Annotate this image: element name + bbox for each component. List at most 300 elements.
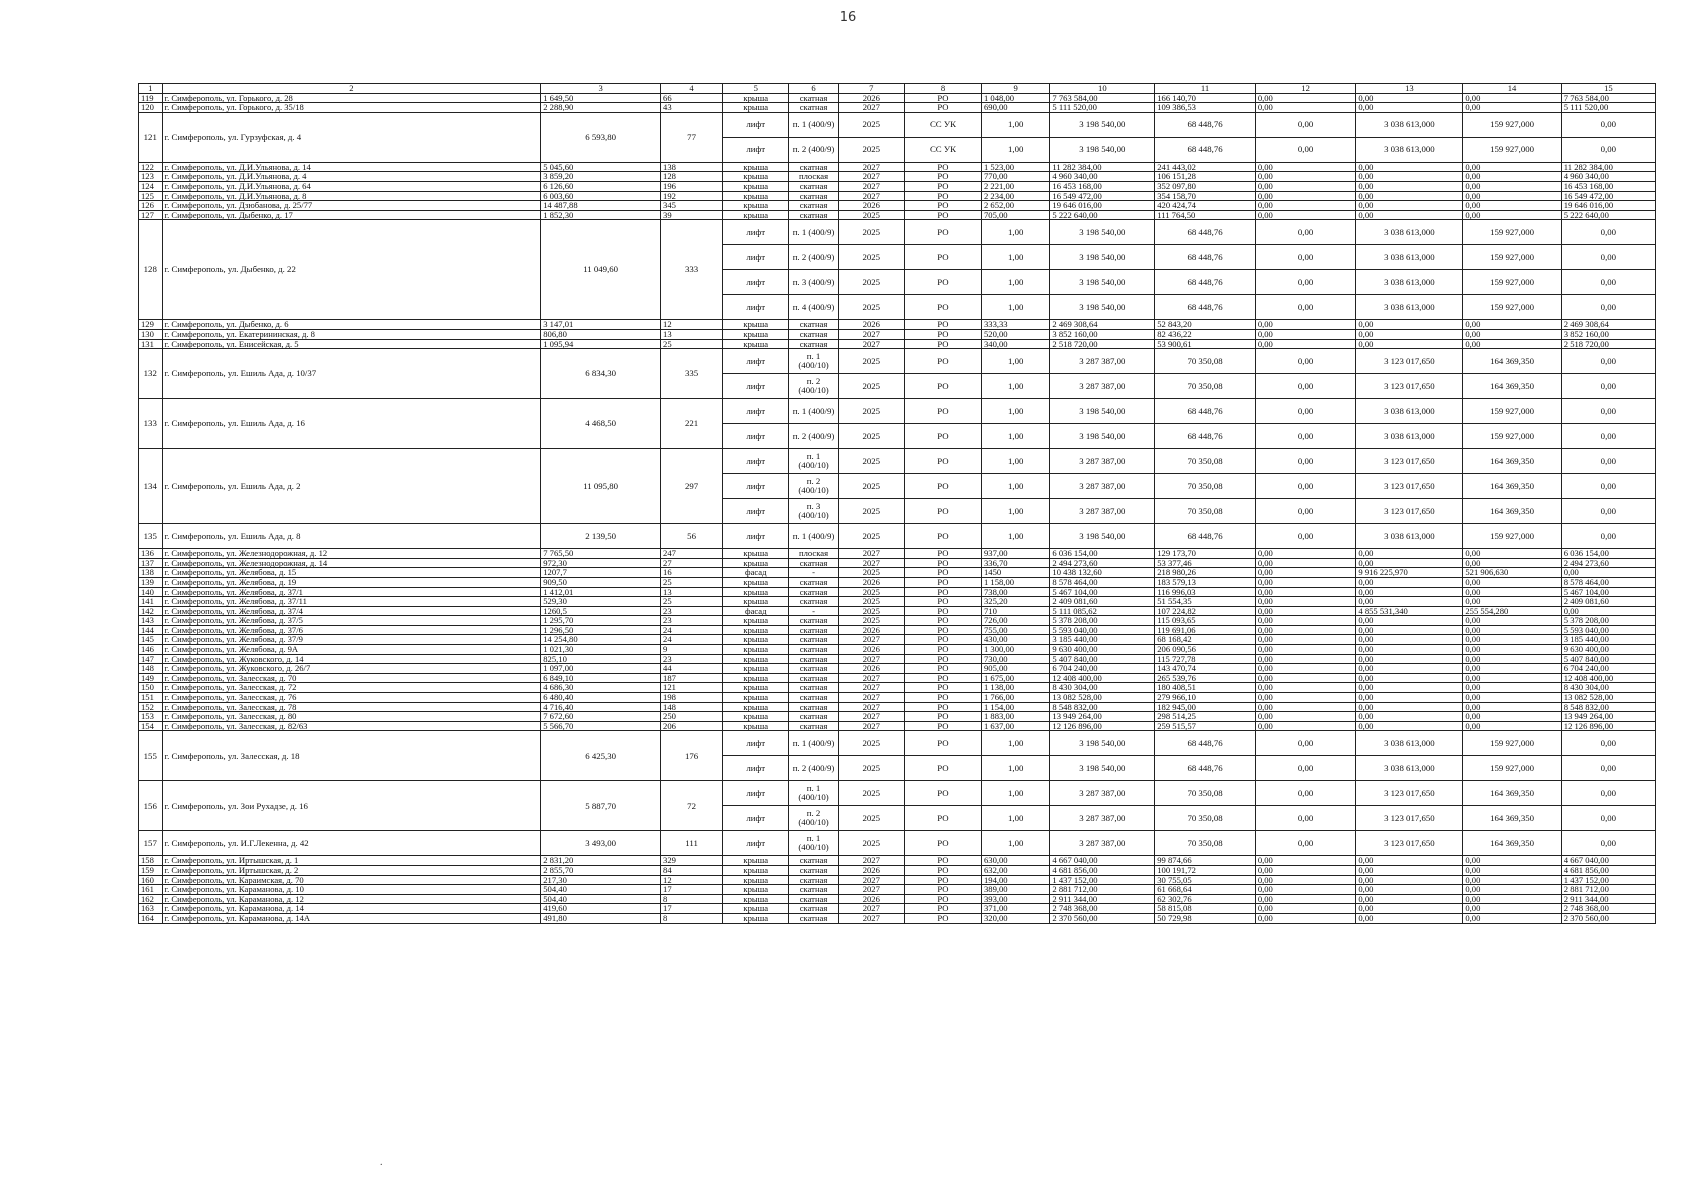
table-cell: 2025 — [838, 112, 904, 137]
table-cell: 159 — [139, 866, 163, 876]
table-cell: РО — [904, 913, 981, 923]
table-cell: 2025 — [838, 597, 904, 607]
header-cell: 3 — [541, 84, 661, 94]
table-cell: РО — [904, 245, 981, 270]
table-cell: 2026 — [838, 320, 904, 330]
table-cell: 2026 — [838, 866, 904, 876]
table-cell: 352 097,80 — [1155, 181, 1256, 191]
table-cell: 4 468,50 — [541, 399, 661, 449]
table-cell: 68 448,76 — [1155, 295, 1256, 320]
table-cell: г. Симферополь, ул. Д.И.Ульянова, д. 4 — [162, 172, 541, 182]
table-cell: 2027 — [838, 875, 904, 885]
table-cell: 3 287 387,00 — [1050, 781, 1155, 806]
table-cell: 68 448,76 — [1155, 112, 1256, 137]
table-cell: 3 038 613,000 — [1356, 220, 1463, 245]
table-cell: 0,00 — [1255, 191, 1356, 201]
table-cell: 0,00 — [1561, 606, 1655, 616]
table-cell: 109 386,53 — [1155, 103, 1256, 113]
table-cell: 2027 — [838, 693, 904, 703]
table-cell: 3 038 613,000 — [1356, 524, 1463, 549]
table-cell: 0,00 — [1463, 712, 1561, 722]
table-cell: 68 448,76 — [1155, 424, 1256, 449]
table-cell: 8 — [661, 894, 723, 904]
table-cell: 2 469 308,64 — [1561, 320, 1655, 330]
table-cell: 2027 — [838, 654, 904, 664]
table-cell: 726,00 — [981, 616, 1049, 626]
table-cell: п. 2 (400/10) — [789, 806, 838, 831]
table-cell: РО — [904, 103, 981, 113]
table-cell: 206 090,56 — [1155, 645, 1256, 655]
table-cell: 218 980,26 — [1155, 568, 1256, 578]
table-cell: г. Симферополь, ул. Горького, д. 28 — [162, 93, 541, 103]
table-cell: 6 036 154,00 — [1050, 549, 1155, 559]
table-cell: 2027 — [838, 712, 904, 722]
table-cell: 0,00 — [1356, 172, 1463, 182]
table-cell: 3 038 613,000 — [1356, 756, 1463, 781]
table-cell: 12 126 896,00 — [1050, 721, 1155, 731]
table-cell: г. Симферополь, ул. Желябова, д. 37/1 — [162, 587, 541, 597]
table-cell: 1 766,00 — [981, 693, 1049, 703]
table-cell: 0,00 — [1356, 181, 1463, 191]
table-cell: 0,00 — [1255, 568, 1356, 578]
table-cell: лифт — [723, 806, 789, 831]
table-cell: 2027 — [838, 558, 904, 568]
header-cell: 12 — [1255, 84, 1356, 94]
table-cell: крыша — [723, 172, 789, 182]
table-cell: п. 4 (400/9) — [789, 295, 838, 320]
table-cell: крыша — [723, 913, 789, 923]
table-cell: 122 — [139, 162, 163, 172]
table-cell: 0,00 — [1255, 664, 1356, 674]
table-cell: 1 437 152,00 — [1561, 875, 1655, 885]
table-row — [139, 645, 1656, 655]
table-cell: 0,00 — [1356, 673, 1463, 683]
table-cell: 0,00 — [1255, 693, 1356, 703]
table-cell: 8 548 832,00 — [1561, 702, 1655, 712]
table-cell: г. Симферополь, ул. Ешиль Ада, д. 2 — [162, 449, 541, 524]
table-cell: 11 095,80 — [541, 449, 661, 524]
table-cell: лифт — [723, 474, 789, 499]
table-cell: 3 287 387,00 — [1050, 499, 1155, 524]
table-cell: 4 960 340,00 — [1561, 172, 1655, 182]
table-cell: 3 198 540,00 — [1050, 524, 1155, 549]
table-cell: г. Симферополь, ул. Екатерининская, д. 8 — [162, 329, 541, 339]
table-cell: 2027 — [838, 856, 904, 866]
table-cell: 2025 — [838, 781, 904, 806]
table-cell: 135 — [139, 524, 163, 549]
table-cell: 1 048,00 — [981, 93, 1049, 103]
table-cell: 53 377,46 — [1155, 558, 1256, 568]
table-cell: скатная — [789, 885, 838, 895]
table-cell: 0,00 — [1356, 721, 1463, 731]
table-cell: 0,00 — [1255, 625, 1356, 635]
table-cell: 340,00 — [981, 339, 1049, 349]
table-cell: лифт — [723, 137, 789, 162]
table-cell: 2026 — [838, 664, 904, 674]
table-cell: 0,00 — [1255, 245, 1356, 270]
table-cell: 0,00 — [1255, 210, 1356, 220]
table-cell: г. Симферополь, ул. Зои Рухадзе, д. 16 — [162, 781, 541, 831]
table-cell: 0,00 — [1356, 577, 1463, 587]
table-cell: 14 487,88 — [541, 201, 661, 211]
table-cell: 2 518 720,00 — [1050, 339, 1155, 349]
table-cell: лифт — [723, 449, 789, 474]
table-cell: г. Симферополь, ул. Д.И.Ульянова, д. 14 — [162, 162, 541, 172]
table-cell: г. Симферополь, ул. Залесская, д. 72 — [162, 683, 541, 693]
table-cell: 1,00 — [981, 270, 1049, 295]
table-cell: 2 370 560,00 — [1050, 913, 1155, 923]
table-cell: 0,00 — [1463, 693, 1561, 703]
table-cell: 430,00 — [981, 635, 1049, 645]
table-cell: 16 — [661, 568, 723, 578]
table-cell: 159 927,000 — [1463, 270, 1561, 295]
table-cell: г. Симферополь, ул. Иртышская, д. 1 — [162, 856, 541, 866]
table-cell: 2025 — [838, 568, 904, 578]
table-cell: 0,00 — [1255, 781, 1356, 806]
table-cell: 129 — [139, 320, 163, 330]
table-cell: РО — [904, 673, 981, 683]
table-cell: г. Симферополь, ул. Дзюбанова, д. 25/77 — [162, 201, 541, 211]
table-cell: 333 — [661, 220, 723, 320]
table-cell: крыша — [723, 181, 789, 191]
table-cell: г. Симферополь, ул. Желябова, д. 37/9 — [162, 635, 541, 645]
table-cell: 0,00 — [1255, 181, 1356, 191]
table-cell: 3 123 017,650 — [1356, 474, 1463, 499]
table-cell: 0,00 — [1255, 499, 1356, 524]
table-cell: г. Симферополь, ул. Залесская, д. 18 — [162, 731, 541, 781]
table-cell: 164 369,350 — [1463, 499, 1561, 524]
table-cell: г. Симферополь, ул. И.Г.Лекенна, д. 42 — [162, 831, 541, 856]
table-cell: 68 448,76 — [1155, 220, 1256, 245]
table-cell: 16 549 472,00 — [1561, 191, 1655, 201]
table-cell: крыша — [723, 339, 789, 349]
header-cell: 2 — [162, 84, 541, 94]
table-cell: г. Симферополь, ул. Залесская, д. 76 — [162, 693, 541, 703]
table-cell: 2025 — [838, 295, 904, 320]
table-cell: 196 — [661, 181, 723, 191]
table-cell: плоская — [789, 172, 838, 182]
table-cell: 82 436,22 — [1155, 329, 1256, 339]
table-cell: лифт — [723, 831, 789, 856]
table-cell: 0,00 — [1255, 856, 1356, 866]
table-cell: РО — [904, 549, 981, 559]
table-cell: г. Симферополь, ул. Залесская, д. 78 — [162, 702, 541, 712]
header-cell: 11 — [1155, 84, 1256, 94]
table-cell: РО — [904, 587, 981, 597]
table-cell: 6 126,60 — [541, 181, 661, 191]
table-cell: 1,00 — [981, 449, 1049, 474]
table-cell: 0,00 — [1356, 616, 1463, 626]
table-cell: 937,00 — [981, 549, 1049, 559]
table-cell: г. Симферополь, ул. Д.И.Ульянова, д. 8 — [162, 191, 541, 201]
table-cell: г. Симферополь, ул. Дыбенко, д. 6 — [162, 320, 541, 330]
table-cell: 1,00 — [981, 295, 1049, 320]
table-cell: крыша — [723, 673, 789, 683]
table-cell: 70 350,08 — [1155, 349, 1256, 374]
table-cell: скатная — [789, 866, 838, 876]
table-cell: 279 966,10 — [1155, 693, 1256, 703]
table-cell: 0,00 — [1463, 587, 1561, 597]
table-cell: лифт — [723, 399, 789, 424]
table-cell: 0,00 — [1463, 201, 1561, 211]
table-cell: 504,40 — [541, 894, 661, 904]
table-cell: крыша — [723, 597, 789, 607]
table-cell: 4 681 856,00 — [1561, 866, 1655, 876]
table-cell: 2027 — [838, 162, 904, 172]
table-row — [139, 568, 1656, 578]
table-cell: 14 254,80 — [541, 635, 661, 645]
table-cell: 1,00 — [981, 424, 1049, 449]
table-cell: 43 — [661, 103, 723, 113]
table-cell: 217,30 — [541, 875, 661, 885]
table-cell: крыша — [723, 885, 789, 895]
table-cell: 1,00 — [981, 474, 1049, 499]
table-cell: скатная — [789, 654, 838, 664]
table-cell: РО — [904, 806, 981, 831]
table-cell: 11 282 384,00 — [1561, 162, 1655, 172]
table-cell: 2 881 712,00 — [1050, 885, 1155, 895]
table-cell: 0,00 — [1463, 913, 1561, 923]
table-cell: 2 288,90 — [541, 103, 661, 113]
table-cell: 6 834,30 — [541, 349, 661, 399]
table-cell: 24 — [661, 625, 723, 635]
table-cell: 2025 — [838, 137, 904, 162]
table-cell: крыша — [723, 320, 789, 330]
table-cell: 0,00 — [1356, 856, 1463, 866]
table-cell: 9 630 400,00 — [1561, 645, 1655, 655]
table-cell: п. 2 (400/9) — [789, 756, 838, 781]
table-cell: 0,00 — [1255, 558, 1356, 568]
table-cell: скатная — [789, 577, 838, 587]
table-cell: 134 — [139, 449, 163, 524]
table-cell: РО — [904, 568, 981, 578]
table-cell: 12 408 400,00 — [1561, 673, 1655, 683]
table-cell: 1 852,30 — [541, 210, 661, 220]
table-cell: 2 652,00 — [981, 201, 1049, 211]
table-cell: 127 — [139, 210, 163, 220]
table-cell: 0,00 — [1463, 894, 1561, 904]
table-cell: 2027 — [838, 329, 904, 339]
table-cell: лифт — [723, 245, 789, 270]
table-cell: г. Симферополь, ул. Ешиль Ада, д. 8 — [162, 524, 541, 549]
table-cell: РО — [904, 162, 981, 172]
table-cell: 160 — [139, 875, 163, 885]
table-cell: 2027 — [838, 904, 904, 914]
table-cell: 0,00 — [1356, 597, 1463, 607]
table-cell: крыша — [723, 577, 789, 587]
table-cell: крыша — [723, 683, 789, 693]
table-cell: лифт — [723, 295, 789, 320]
table-cell: 164 369,350 — [1463, 831, 1561, 856]
table-cell: 157 — [139, 831, 163, 856]
table-cell: 0,00 — [1255, 329, 1356, 339]
table-cell: 143 470,74 — [1155, 664, 1256, 674]
table-cell: 0,00 — [1255, 201, 1356, 211]
table-cell: п. 3 (400/9) — [789, 270, 838, 295]
table-cell: 2 409 081,60 — [1050, 597, 1155, 607]
table-cell: 0,00 — [1463, 866, 1561, 876]
table-cell: г. Симферополь, ул. Караманова, д. 12 — [162, 894, 541, 904]
table-cell: 70 350,08 — [1155, 831, 1256, 856]
table-cell: 159 927,000 — [1463, 245, 1561, 270]
table-cell: 0,00 — [1255, 399, 1356, 424]
table-row — [139, 781, 1656, 806]
table-cell: 0,00 — [1255, 913, 1356, 923]
table-cell: РО — [904, 474, 981, 499]
table-cell: скатная — [789, 162, 838, 172]
table-cell: п. 1 (400/9) — [789, 731, 838, 756]
table-cell: 2 139,50 — [541, 524, 661, 549]
table-cell: крыша — [723, 664, 789, 674]
table-cell: 1 523,00 — [981, 162, 1049, 172]
table-cell: 2025 — [838, 499, 904, 524]
table-cell: 3 198 540,00 — [1050, 295, 1155, 320]
table-cell: 3 198 540,00 — [1050, 731, 1155, 756]
table-cell: 139 — [139, 577, 163, 587]
table-cell: 206 — [661, 721, 723, 731]
table-cell: 0,00 — [1356, 329, 1463, 339]
table-row — [139, 220, 1656, 245]
table-cell: 255 554,280 — [1463, 606, 1561, 616]
table-cell: 247 — [661, 549, 723, 559]
table-cell: 141 — [139, 597, 163, 607]
table-cell: 2 370 560,00 — [1561, 913, 1655, 923]
table-cell: 13 082 528,00 — [1561, 693, 1655, 703]
table-cell: г. Симферополь, ул. Желябова, д. 37/4 — [162, 606, 541, 616]
table-cell: 0,00 — [1255, 875, 1356, 885]
table-cell: 0,00 — [1463, 172, 1561, 182]
table-cell: 320,00 — [981, 913, 1049, 923]
table-cell: 4 681 856,00 — [1050, 866, 1155, 876]
table-cell: п. 1 (400/9) — [789, 399, 838, 424]
table-cell: 138 — [139, 568, 163, 578]
table-cell: крыша — [723, 712, 789, 722]
table-cell: 6 704 240,00 — [1561, 664, 1655, 674]
table-cell: 0,00 — [1356, 875, 1463, 885]
table-cell: 176 — [661, 731, 723, 781]
table-cell: крыша — [723, 162, 789, 172]
table-cell: 0,00 — [1463, 320, 1561, 330]
table-cell: 5 111 520,00 — [1561, 103, 1655, 113]
table-cell: 0,00 — [1356, 201, 1463, 211]
table-cell: 0,00 — [1463, 181, 1561, 191]
table-cell: 23 — [661, 606, 723, 616]
table-cell: г. Симферополь, ул. Жуковского, д. 14 — [162, 654, 541, 664]
table-cell: РО — [904, 693, 981, 703]
table-cell: 1 138,00 — [981, 683, 1049, 693]
table-cell: 145 — [139, 635, 163, 645]
table-cell: 0,00 — [1561, 474, 1655, 499]
table-cell: 6 849,10 — [541, 673, 661, 683]
table-cell: г. Симферополь, ул. Желябова, д. 15 — [162, 568, 541, 578]
table-cell: РО — [904, 721, 981, 731]
table-cell: 6 036 154,00 — [1561, 549, 1655, 559]
table-cell: 3 287 387,00 — [1050, 806, 1155, 831]
footer-mark: . — [380, 1157, 383, 1168]
table-cell: 3 038 613,000 — [1356, 424, 1463, 449]
table-cell: крыша — [723, 587, 789, 597]
table-cell: 111 — [661, 831, 723, 856]
table-cell: крыша — [723, 693, 789, 703]
table-cell: 2 748 368,00 — [1561, 904, 1655, 914]
table-row — [139, 606, 1656, 616]
table-cell: 1,00 — [981, 731, 1049, 756]
table-cell: 1 649,50 — [541, 93, 661, 103]
table-row — [139, 693, 1656, 703]
table-cell: РО — [904, 499, 981, 524]
table-cell: 2 831,20 — [541, 856, 661, 866]
table-cell: 143 — [139, 616, 163, 626]
table-cell: 3 287 387,00 — [1050, 449, 1155, 474]
table-cell: крыша — [723, 558, 789, 568]
table-cell: 159 927,000 — [1463, 112, 1561, 137]
table-cell: 162 — [139, 894, 163, 904]
table-cell: лифт — [723, 731, 789, 756]
table-cell: крыша — [723, 875, 789, 885]
table-row — [139, 349, 1656, 374]
table-row — [139, 524, 1656, 549]
table-cell: 1,00 — [981, 806, 1049, 831]
table-cell: 107 224,82 — [1155, 606, 1256, 616]
table-cell: РО — [904, 339, 981, 349]
table-cell: 3 287 387,00 — [1050, 349, 1155, 374]
table-cell: 5 407 840,00 — [1561, 654, 1655, 664]
table-cell: г. Симферополь, ул. Караманова, д. 14 — [162, 904, 541, 914]
table-cell: 0,00 — [1255, 112, 1356, 137]
table-cell: 2 469 308,64 — [1050, 320, 1155, 330]
table-cell: 1260,5 — [541, 606, 661, 616]
table-cell: РО — [904, 664, 981, 674]
table-cell: 30 755,05 — [1155, 875, 1256, 885]
table-cell: 6 704 240,00 — [1050, 664, 1155, 674]
table-cell: 70 350,08 — [1155, 474, 1256, 499]
table-cell: 19 646 016,00 — [1561, 201, 1655, 211]
table-cell: 0,00 — [1561, 806, 1655, 831]
table-cell: 53 900,61 — [1155, 339, 1256, 349]
table-cell: 0,00 — [1255, 349, 1356, 374]
table-cell: 0,00 — [1356, 693, 1463, 703]
table-cell: лифт — [723, 112, 789, 137]
table-cell: 1,00 — [981, 831, 1049, 856]
table-cell: 84 — [661, 866, 723, 876]
table-cell: 4 667 040,00 — [1050, 856, 1155, 866]
table-cell: 520,00 — [981, 329, 1049, 339]
table-cell: 130 — [139, 329, 163, 339]
table-row — [139, 577, 1656, 587]
table-cell: 183 579,13 — [1155, 577, 1256, 587]
table-cell: 187 — [661, 673, 723, 683]
table-cell: 0,00 — [1463, 645, 1561, 655]
table-cell: 1,00 — [981, 349, 1049, 374]
page-number: 16 — [839, 10, 857, 25]
table-cell: 4 716,40 — [541, 702, 661, 712]
table-cell: 6 425,30 — [541, 731, 661, 781]
table-cell: 68 448,76 — [1155, 524, 1256, 549]
table-cell: РО — [904, 181, 981, 191]
table-cell: скатная — [789, 645, 838, 655]
table-cell: 0,00 — [1463, 635, 1561, 645]
table-cell: 0,00 — [1356, 558, 1463, 568]
table-row — [139, 191, 1656, 201]
table-cell: 0,00 — [1463, 673, 1561, 683]
table-cell: 4 855 531,340 — [1356, 606, 1463, 616]
table-cell: 137 — [139, 558, 163, 568]
table-cell: 0,00 — [1255, 103, 1356, 113]
table-cell: 159 927,000 — [1463, 731, 1561, 756]
table-cell: 4 960 340,00 — [1050, 172, 1155, 182]
table-cell: крыша — [723, 635, 789, 645]
table-cell: 329 — [661, 856, 723, 866]
